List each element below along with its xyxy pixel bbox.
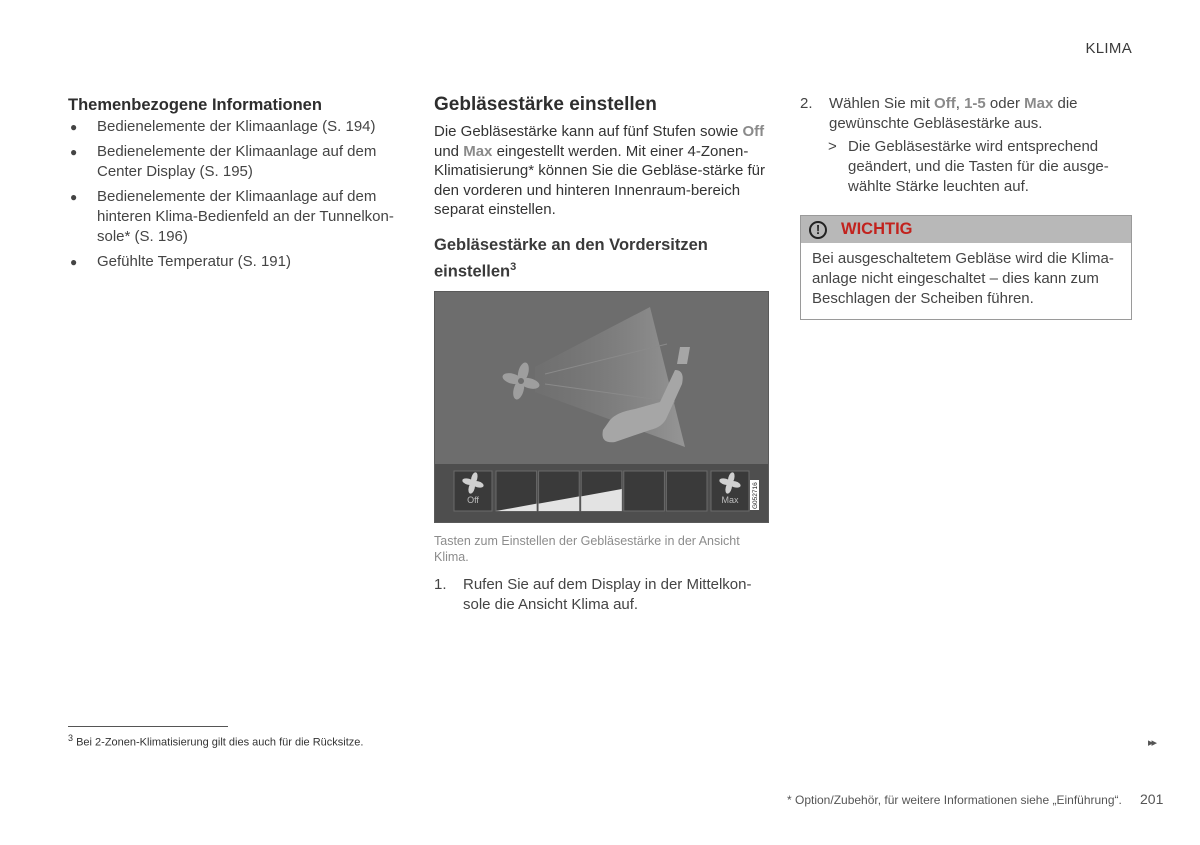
subsection-title: Gebläsestärke an den Vordersitzen einstellen$^3$ (434, 235, 708, 280)
related-item[interactable]: ● Bedienelemente der Klimaanlage (S. 194) (70, 118, 376, 135)
off-label: Off (467, 495, 479, 505)
warning-icon: ! (809, 221, 827, 239)
off-keyword: Off (934, 95, 956, 112)
result-arrow-icon: > (828, 138, 837, 155)
max-keyword: Max (463, 142, 493, 160)
figure-caption: Tasten zum Einstellen der Gebläsestärke in der Ansicht Klima. (434, 534, 740, 564)
range-keyword: 1-5 (964, 95, 986, 112)
option-note: * Option/Zubehör, für weitere Informationen siehe „Einführung“. (787, 793, 1122, 807)
step-2: 2. Wählen Sie mit Off, 1-5 oder Max die gewünschte Gebläsestärke aus. (800, 95, 1078, 132)
bullet-icon: ● (70, 145, 78, 159)
step-result: > Die Gebläsestärke wird entsprechend geändert, und die Tasten für die ausge-wählte Stärke leuchten auf. (828, 138, 1109, 195)
related-item[interactable]: ● Bedienelemente der Klimaanlage auf dem hinteren Klima-Bedienfeld an der Tunnelkon-sole* (S. 196) (70, 188, 394, 245)
right-column (800, 94, 1132, 320)
footnote-divider (68, 726, 228, 727)
bullet-icon: ● (70, 190, 78, 204)
section-header: KLIMA (1085, 40, 1132, 57)
related-title: Themenbezogene Informationen (68, 96, 322, 114)
max-label: Max (721, 495, 739, 505)
fan-level-button-5 (666, 471, 707, 511)
off-keyword: Off (742, 123, 765, 140)
warning-text: Bei ausgeschaltetem Gebläse wird die Klima-anlage nicht eingeschaltet – dies kann zum Beschlagen der Scheiben führen. (812, 250, 1114, 307)
figure-code: G052716 (752, 482, 759, 509)
intro-paragraph: Die Gebläsestärke kann auf fünf Stufen sowie Off und Max eingestellt werden. Mit einer 4-Zonen-Klimatisierung* können Sie die Gebläse-stärke für den vorderen und hinteren Innenraum-bereich separat einstellen. (434, 123, 766, 218)
related-information (68, 96, 398, 277)
fan-level-button-4 (624, 471, 665, 511)
step-1: 1. Rufen Sie auf dem Display in der Mittelkon-sole die Ansicht Klima auf. (434, 576, 752, 613)
footnote: $^3$ Bei 2-Zonen-Klimatisierung gilt dies auch für die Rücksitze. (68, 733, 364, 749)
warning-title: WICHTIG (841, 220, 913, 238)
related-item[interactable]: ● Bedienelemente der Klimaanlage auf dem Center Display (S. 195) (70, 143, 377, 180)
fan-icon (501, 361, 540, 400)
section-title: Gebläsestärke einstellen (434, 94, 657, 115)
footnote-ref: 3 (510, 260, 517, 273)
bullet-icon: ● (70, 255, 78, 269)
related-item[interactable]: ● Gefühlte Temperatur (S. 191) (70, 253, 291, 270)
related-list (68, 117, 398, 272)
page-number: 201 (1140, 791, 1164, 807)
fan-speed-illustration (434, 291, 769, 523)
bullet-icon: ● (70, 120, 78, 134)
steps-list (434, 575, 769, 615)
level-buttons (496, 471, 707, 511)
warning-box (800, 215, 1132, 320)
warning-header (801, 216, 1131, 243)
max-keyword: Max (1024, 95, 1054, 112)
continue-icon: ▸▸ (1148, 737, 1156, 749)
main-column (434, 94, 769, 615)
